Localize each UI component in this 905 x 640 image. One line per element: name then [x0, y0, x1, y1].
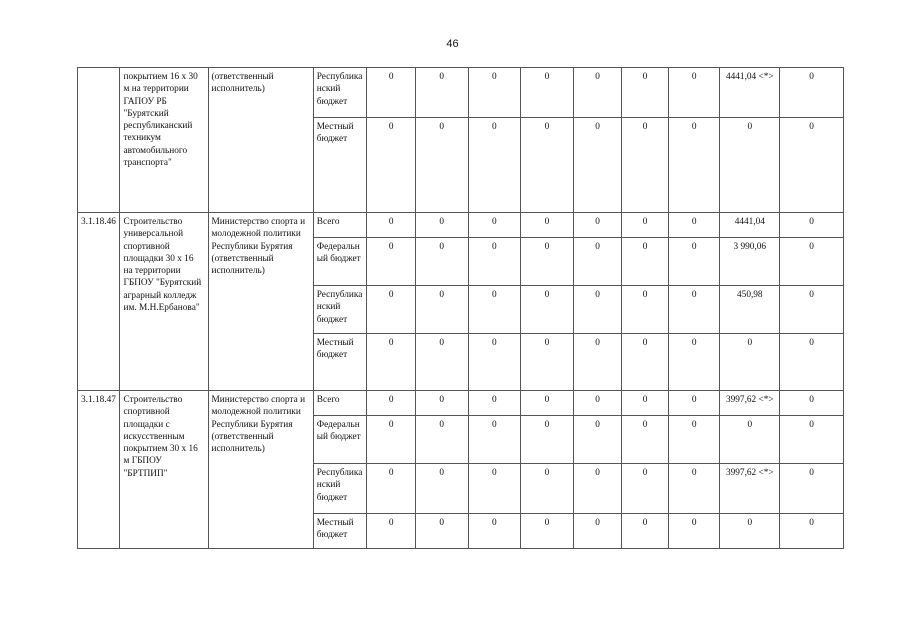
- amount-cell: 0: [622, 213, 669, 238]
- measure-name-cell: Строительство спортивной площадки с искусственным покрытием 30 х 16 м ГБПОУ "БРТПИП": [120, 391, 208, 549]
- amount-cell: 0: [573, 286, 622, 334]
- amount-cell: 0: [468, 391, 521, 416]
- amount-cell: 4441,04: [720, 213, 780, 238]
- amount-cell: 0: [668, 238, 720, 286]
- amount-cell: 0: [367, 514, 416, 549]
- funding-source-cell: Всего: [313, 213, 367, 238]
- amount-cell: 3997,62 <*>: [720, 464, 780, 514]
- amount-cell: 0: [468, 514, 521, 549]
- amount-cell: 0: [521, 68, 574, 118]
- amount-cell: 0: [668, 464, 720, 514]
- funding-source-cell: Местный бюджет: [313, 514, 367, 549]
- amount-cell: 0: [415, 416, 468, 464]
- amount-cell: 0: [668, 334, 720, 391]
- amount-cell: 0: [521, 118, 574, 213]
- amount-cell: 0: [367, 334, 416, 391]
- amount-cell: 0: [415, 334, 468, 391]
- amount-cell: 0: [521, 238, 574, 286]
- amount-cell: 0: [367, 68, 416, 118]
- amount-cell: 0: [468, 68, 521, 118]
- amount-cell: 0: [468, 464, 521, 514]
- amount-cell: 0: [668, 514, 720, 549]
- amount-cell: 3997,62 <*>: [720, 391, 780, 416]
- amount-cell: 0: [780, 464, 844, 514]
- amount-cell: 0: [468, 286, 521, 334]
- amount-cell: 0: [622, 514, 669, 549]
- funding-source-cell: Местный бюджет: [313, 118, 367, 213]
- table-row: [78, 68, 844, 118]
- funding-source-cell: Всего: [313, 391, 367, 416]
- executor-cell: Министерство спорта и молодежной политики Республики Бурятия (ответственный исполнитель): [208, 391, 313, 549]
- amount-cell: 0: [622, 68, 669, 118]
- amount-cell: 0: [367, 118, 416, 213]
- amount-cell: 0: [367, 238, 416, 286]
- amount-cell: 0: [622, 464, 669, 514]
- amount-cell: 0: [780, 416, 844, 464]
- funding-source-cell: Республиканский бюджет: [313, 464, 367, 514]
- amount-cell: 0: [573, 238, 622, 286]
- amount-cell: 0: [780, 68, 844, 118]
- amount-cell: 0: [720, 416, 780, 464]
- amount-cell: 0: [521, 213, 574, 238]
- amount-cell: 0: [780, 514, 844, 549]
- table-row: [78, 213, 844, 238]
- amount-cell: 0: [780, 118, 844, 213]
- amount-cell: 0: [415, 391, 468, 416]
- amount-cell: 0: [415, 464, 468, 514]
- amount-cell: 0: [468, 213, 521, 238]
- amount-cell: 0: [521, 391, 574, 416]
- amount-cell: 0: [415, 514, 468, 549]
- amount-cell: 0: [720, 118, 780, 213]
- amount-cell: 0: [367, 286, 416, 334]
- amount-cell: 0: [622, 118, 669, 213]
- amount-cell: 0: [468, 416, 521, 464]
- funding-source-cell: Федеральный бюджет: [313, 416, 367, 464]
- amount-cell: 0: [622, 238, 669, 286]
- amount-cell: 0: [573, 416, 622, 464]
- measure-number-cell: 3.1.18.46: [78, 213, 120, 391]
- amount-cell: 0: [668, 391, 720, 416]
- amount-cell: 0: [415, 213, 468, 238]
- amount-cell: 0: [415, 238, 468, 286]
- amount-cell: 0: [573, 68, 622, 118]
- funding-source-cell: Республиканский бюджет: [313, 286, 367, 334]
- executor-cell: Министерство спорта и молодежной политики Республики Бурятия (ответственный исполнитель): [208, 213, 313, 391]
- amount-cell: 0: [780, 213, 844, 238]
- table-row: [78, 391, 844, 416]
- amount-cell: 0: [521, 416, 574, 464]
- amount-cell: 0: [573, 334, 622, 391]
- amount-cell: 0: [573, 213, 622, 238]
- amount-cell: 0: [415, 286, 468, 334]
- amount-cell: 0: [468, 238, 521, 286]
- amount-cell: 0: [780, 286, 844, 334]
- amount-cell: 0: [668, 68, 720, 118]
- amount-cell: 0: [521, 514, 574, 549]
- amount-cell: 0: [573, 118, 622, 213]
- amount-cell: 0: [780, 334, 844, 391]
- amount-cell: 0: [468, 118, 521, 213]
- amount-cell: 0: [720, 334, 780, 391]
- measure-name-cell: покрытием 16 х 30 м на территории ГАПОУ РБ "Бурятский республиканский техникум автомобильного транспорта": [120, 68, 208, 213]
- amount-cell: 0: [573, 464, 622, 514]
- amount-cell: 0: [367, 213, 416, 238]
- measure-number-cell: [78, 68, 120, 213]
- amount-cell: 0: [521, 286, 574, 334]
- measure-number-cell: 3.1.18.47: [78, 391, 120, 549]
- amount-cell: 0: [668, 213, 720, 238]
- amount-cell: 0: [622, 416, 669, 464]
- amount-cell: 0: [367, 416, 416, 464]
- amount-cell: 0: [668, 416, 720, 464]
- funding-source-cell: Местный бюджет: [313, 334, 367, 391]
- budget-table: [77, 67, 844, 549]
- amount-cell: 0: [668, 286, 720, 334]
- amount-cell: 0: [367, 464, 416, 514]
- amount-cell: 0: [415, 68, 468, 118]
- amount-cell: 0: [720, 514, 780, 549]
- measure-name-cell: Строительство универсальной спортивной площадки 30 х 16 на территории ГБПОУ "Бурятский аграрный колледж им. М.Н.Ербанова": [120, 213, 208, 391]
- amount-cell: 0: [468, 334, 521, 391]
- amount-cell: 0: [622, 391, 669, 416]
- amount-cell: 0: [573, 514, 622, 549]
- amount-cell: 3 990,06: [720, 238, 780, 286]
- amount-cell: 0: [668, 118, 720, 213]
- executor-cell: (ответственный исполнитель): [208, 68, 313, 213]
- amount-cell: 0: [521, 464, 574, 514]
- amount-cell: 0: [573, 391, 622, 416]
- funding-source-cell: Федеральный бюджет: [313, 238, 367, 286]
- amount-cell: 0: [780, 391, 844, 416]
- funding-source-cell: Республиканский бюджет: [313, 68, 367, 118]
- amount-cell: 0: [780, 238, 844, 286]
- page-number: 46: [446, 38, 459, 50]
- amount-cell: 4441,04 <*>: [720, 68, 780, 118]
- amount-cell: 0: [622, 286, 669, 334]
- amount-cell: 0: [521, 334, 574, 391]
- amount-cell: 450,98: [720, 286, 780, 334]
- amount-cell: 0: [415, 118, 468, 213]
- amount-cell: 0: [622, 334, 669, 391]
- amount-cell: 0: [367, 391, 416, 416]
